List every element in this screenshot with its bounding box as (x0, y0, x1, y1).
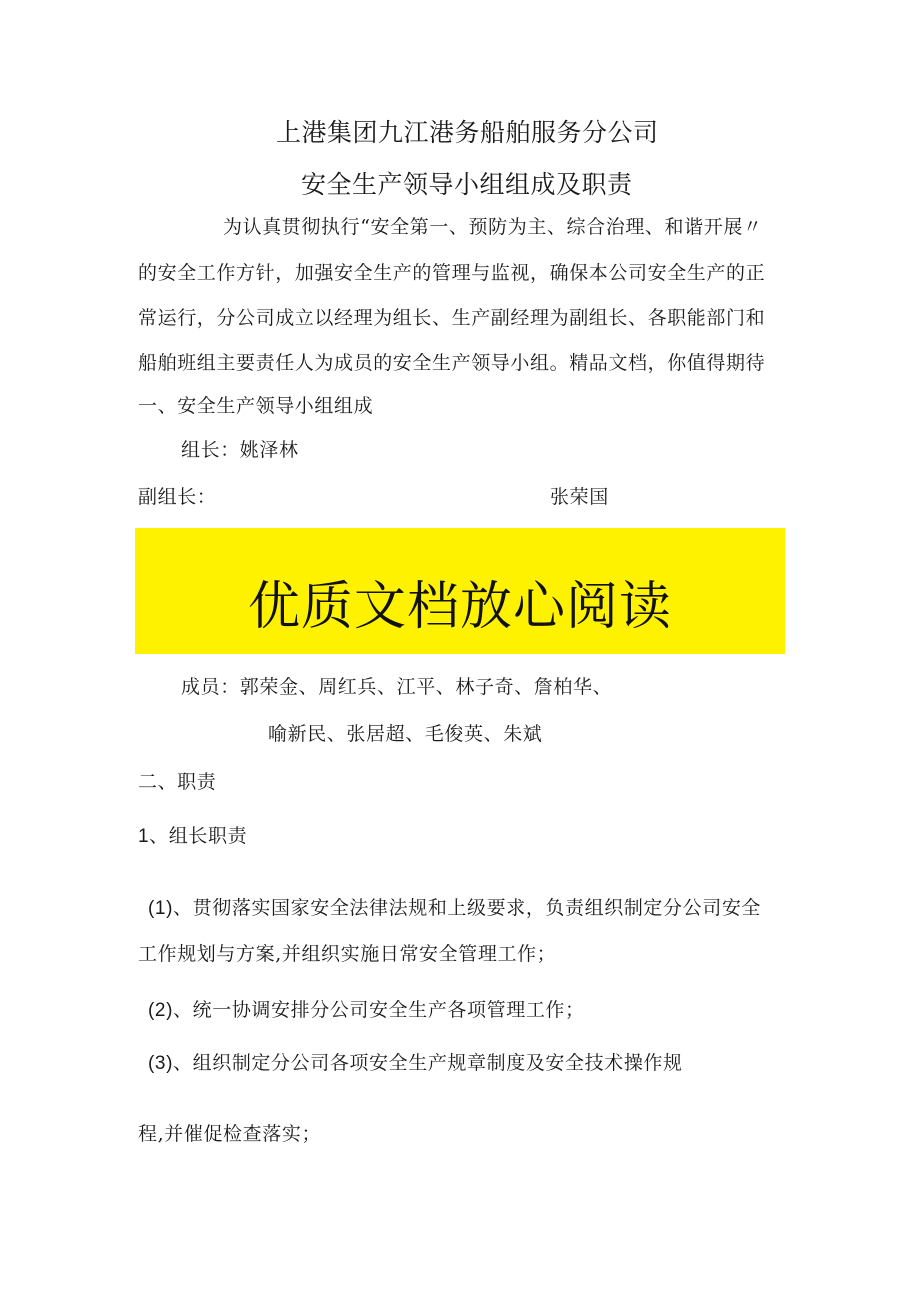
duty-3-text: 、组织制定分公司各项安全生产规章制度及安全技术操作规 (173, 1052, 683, 1074)
promo-banner (135, 528, 785, 654)
leader-line: 组长：姚泽林 (181, 439, 299, 461)
duty-3-line-1 (148, 1054, 683, 1073)
subsection-1-text: 、组长职责 (149, 825, 248, 847)
intro-line-1: 为认真贯彻执行“安全第一、预防为主、综合治理、和谐开展〃 (223, 216, 763, 238)
duty-2-line (148, 1001, 585, 1020)
duty-1-number: (1) (148, 898, 174, 919)
duty-1-line-2: 工作规划与方案,并组织实施日常安全管理工作； (138, 943, 557, 965)
document-title: 上港集团九江港务船舶服务分公司 (276, 118, 659, 147)
duty-2-number: (2) (148, 1000, 174, 1021)
section-2-heading: 二、职责 (138, 771, 217, 793)
duty-1-text: 、贯彻落实国家安全法律法规和上级要求，负责组织制定分公司安全 (173, 897, 762, 919)
duty-1-line-1 (148, 899, 761, 918)
promo-banner-text: 优质文档放心阅读 (247, 577, 672, 637)
duty-2-text: 、统一协调安排分公司安全生产各项管理工作； (173, 999, 585, 1021)
subsection-1-number: 1 (138, 826, 150, 847)
section-1-heading: 一、安全生产领导小组组成 (138, 395, 374, 417)
deputy-label: 副组长： (138, 486, 217, 508)
members-line-2: 喻新民、张居超、毛俊英、朱斌 (268, 723, 543, 745)
intro-line-4: 船舶班组主要责任人为成员的安全生产领导小组。精品文档，你值得期待 (138, 352, 766, 374)
intro-line-2: 的安全工作方针，加强安全生产的管理与监视，确保本公司安全生产的正 (138, 262, 766, 284)
deputy-name: 张荣国 (550, 486, 609, 508)
subsection-1-heading (138, 827, 247, 846)
members-line-1: 成员：郭荣金、周红兵、江平、林子奇、詹柏华、 (181, 676, 613, 698)
duty-3-line-2: 程,并催促检查落实； (138, 1123, 322, 1145)
intro-line-3: 常运行，分公司成立以经理为组长、生产副经理为副组长、各职能部门和 (138, 307, 766, 329)
duty-3-number: (3) (148, 1053, 174, 1074)
document-subtitle: 安全生产领导小组组成及职责 (301, 170, 633, 199)
